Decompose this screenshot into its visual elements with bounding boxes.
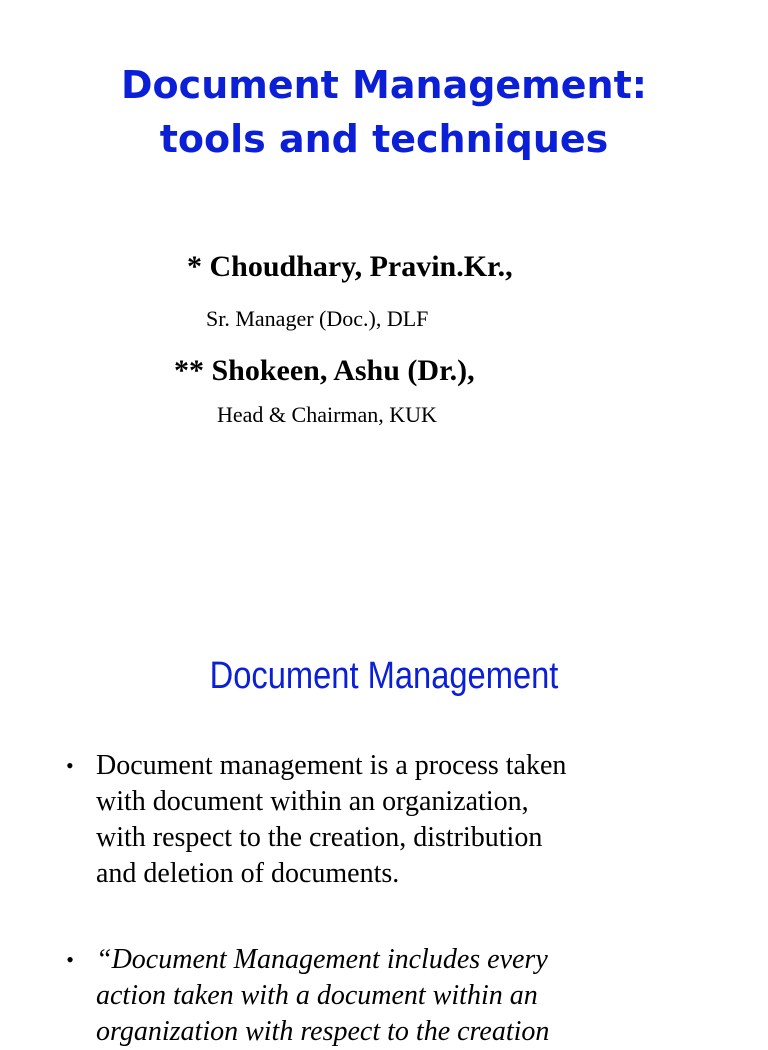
slide-title-line-1: Document Management: (121, 63, 647, 107)
bullet-marker: • (66, 753, 74, 778)
bullet-text (96, 748, 706, 892)
bullet-line: “Document Management includes every (96, 944, 548, 975)
bullet-line: and deletion of documents. (96, 858, 400, 889)
bullet-line: Document management is a process taken (96, 750, 567, 781)
author-affiliation-2: Head & Chairman, KUK (217, 402, 437, 427)
bullet-line: organization with respect to the creation (96, 1016, 550, 1047)
author-affiliation-1: Sr. Manager (Doc.), DLF (206, 306, 429, 331)
bullet-text (96, 942, 706, 1050)
slide-title (0, 58, 768, 166)
bullet-line: with document within an organization, (96, 786, 529, 817)
author-name-2: ** Shokeen, Ashu (Dr.), (174, 354, 475, 387)
author-name-1: * Choudhary, Pravin.Kr., (187, 250, 513, 283)
section-title: Document Management (209, 655, 559, 697)
bullet-item-1 (66, 748, 706, 892)
bullet-item-2 (66, 942, 706, 1050)
bullet-marker: • (66, 947, 74, 972)
bullet-line: action taken with a document within an (96, 980, 538, 1011)
slide-title-line-2: tools and techniques (159, 117, 609, 161)
bullet-line: with respect to the creation, distribution (96, 822, 543, 853)
